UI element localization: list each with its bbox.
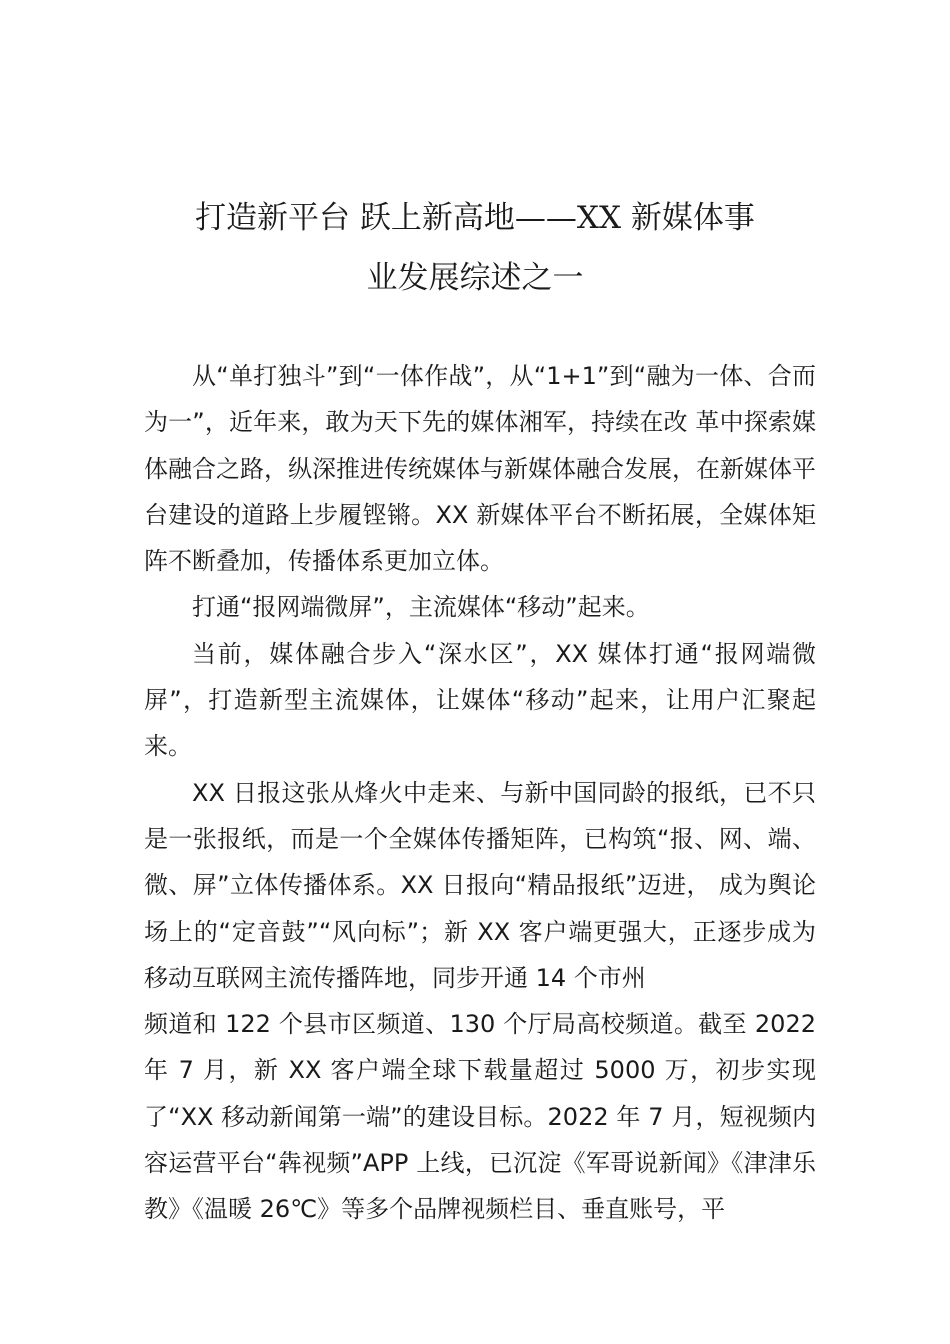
document-body [144, 353, 816, 1233]
title-line-1: 打造新平台 跃上新高地——XX 新媒体事 [195, 200, 755, 236]
paragraph-5: 频道和 122 个县市区频道、130 个厅局高校频道。截至 2022 年 7 月，新 XX 客户端全球下载量超过 5000 万，初步实现了“XX 移动新闻第一端”的建设目标。2022 年 7 月，短视频内容运营平台“犇视频”APP 上线，已沉淀《军哥说新闻》《津津乐教》《温暖 26℃》等多个品牌视频栏目、垂直账号，平 [144, 1010, 816, 1224]
document-title [144, 188, 806, 308]
paragraph-2: 打通“报网端微屏”，主流媒体“移动”起来。 [192, 593, 650, 622]
paragraph-1: 从“单打独斗”到“一体作战”，从“1+1”到“融为一体、合而为一”，近年来，敢为天下先的媒体湘军，持续在改 革中探索媒体融合之路，纵深推进传统媒体与新媒体融合发展，在新媒体平台建设的道路上步履铿锵。XX 新媒体平台不断拓展，全媒体矩阵不断叠加，传播体系更加立体。 [144, 362, 816, 576]
paragraph-4: XX 日报这张从烽火中走来、与新中国同龄的报纸，已不只是一张报纸，而是一个全媒体传播矩阵，已构筑“报、网、端、微、屏”立体传播体系。XX 日报向“精品报纸”迈进， 成为舆论场上的“定音鼓”“风向标”；新 XX 客户端更强大，正逐步成为移动互联网主流传播阵地，同步开通 14 个市州 [144, 778, 816, 992]
title-line-2: 业发展综述之一 [366, 260, 584, 296]
paragraph-3: 当前，媒体融合步入“深水区”，XX 媒体打通“报网端微屏”，打造新型主流媒体，让媒体“移动”起来，让用户汇聚起来。 [144, 639, 816, 761]
